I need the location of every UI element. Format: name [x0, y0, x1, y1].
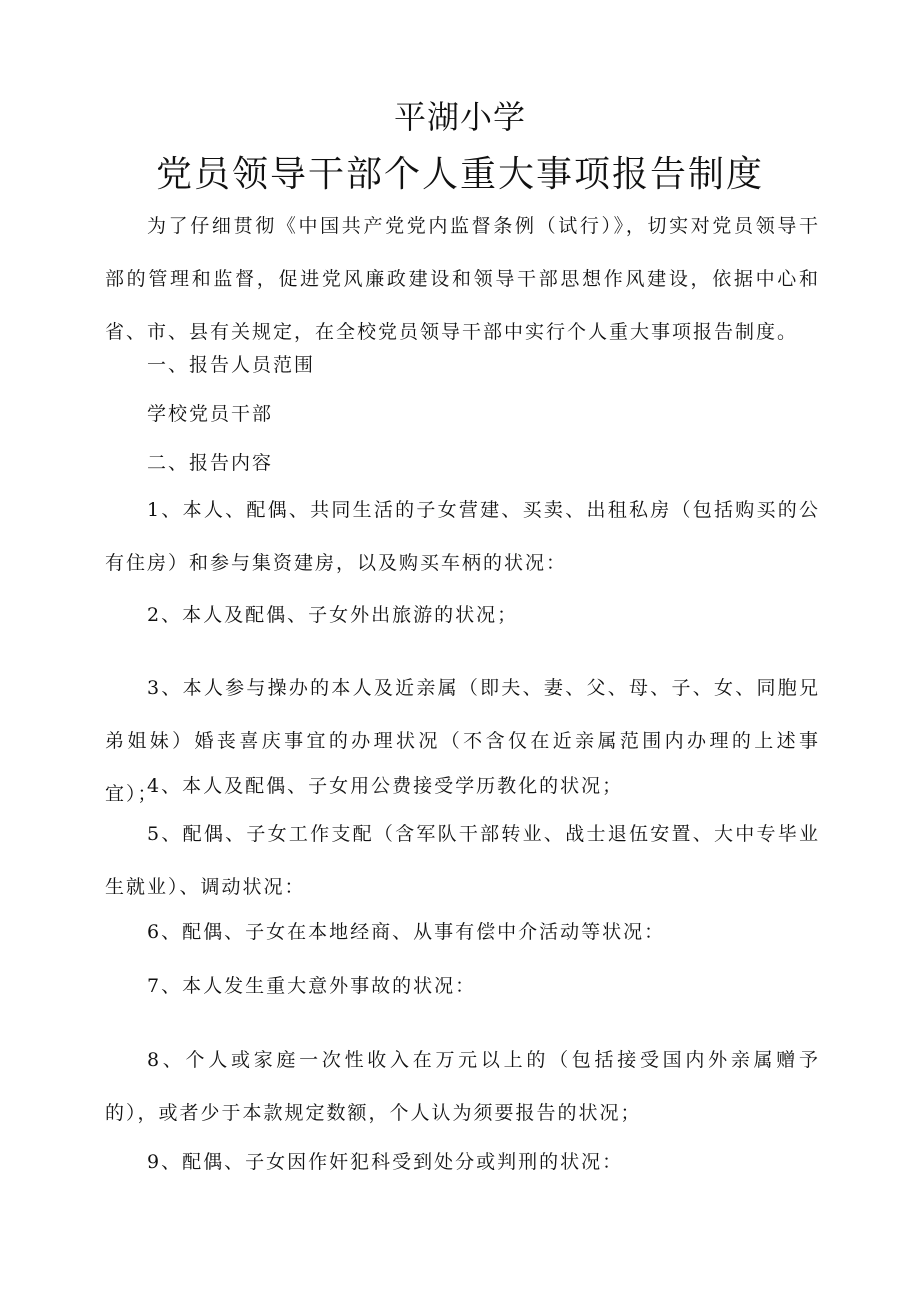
content-item-8: 8、个人或家庭一次性收入在万元以上的（包括接受国内外亲属赠予的），或者少于本款规定数额，个人认为须要报告的状况； — [105, 1049, 820, 1124]
content-item-3: 3、本人参与操办的本人及近亲属（即夫、妻、父、母、子、女、同胞兄弟姐妹）婚丧喜庆事宜的办理状况（不含仅在近亲属范围内办理的上述事宜）； — [105, 677, 820, 805]
section-heading-content: 二、报告内容 — [147, 452, 274, 474]
content-item-4: 4、本人及配偶、子女用公费接受学历教化的状况； — [147, 775, 624, 797]
section-body-scope: 学校党员干部 — [147, 403, 274, 425]
content-item-5: 5、配偶、子女工作支配（含军队干部转业、战士退伍安置、大中专毕业生就业）、调动状况： — [105, 823, 820, 898]
content-item-9: 9、配偶、子女因作奸犯科受到处分或判刑的状况： — [147, 1151, 624, 1173]
content-item-7: 7、本人发生重大意外事故的状况： — [147, 975, 477, 997]
school-title: 平湖小学 — [393, 98, 526, 136]
section-heading-scope: 一、报告人员范围 — [147, 354, 316, 376]
content-item-2: 2、本人及配偶、子女外出旅游的状况； — [147, 604, 519, 626]
content-item-6: 6、配偶、子女在本地经商、从事有偿中介活动等状况： — [147, 921, 666, 943]
content-item-1: 1、本人、配偶、共同生活的子女营建、买卖、出租私房（包括购买的公有住房）和参与集资建房，以及购买车柄的状况： — [105, 499, 820, 574]
document-title: 党员领导干部个人重大事项报告制度 — [155, 154, 764, 195]
intro-paragraph: 为了仔细贯彻《中国共产党党内监督条例（试行）》，切实对党员领导干部的管理和监督，促进党风廉政建设和领导干部思想作风建设，依据中心和省、市、县有关规定，在全校党员领导干部中实行个人重大事项报告制度。 — [105, 215, 820, 343]
